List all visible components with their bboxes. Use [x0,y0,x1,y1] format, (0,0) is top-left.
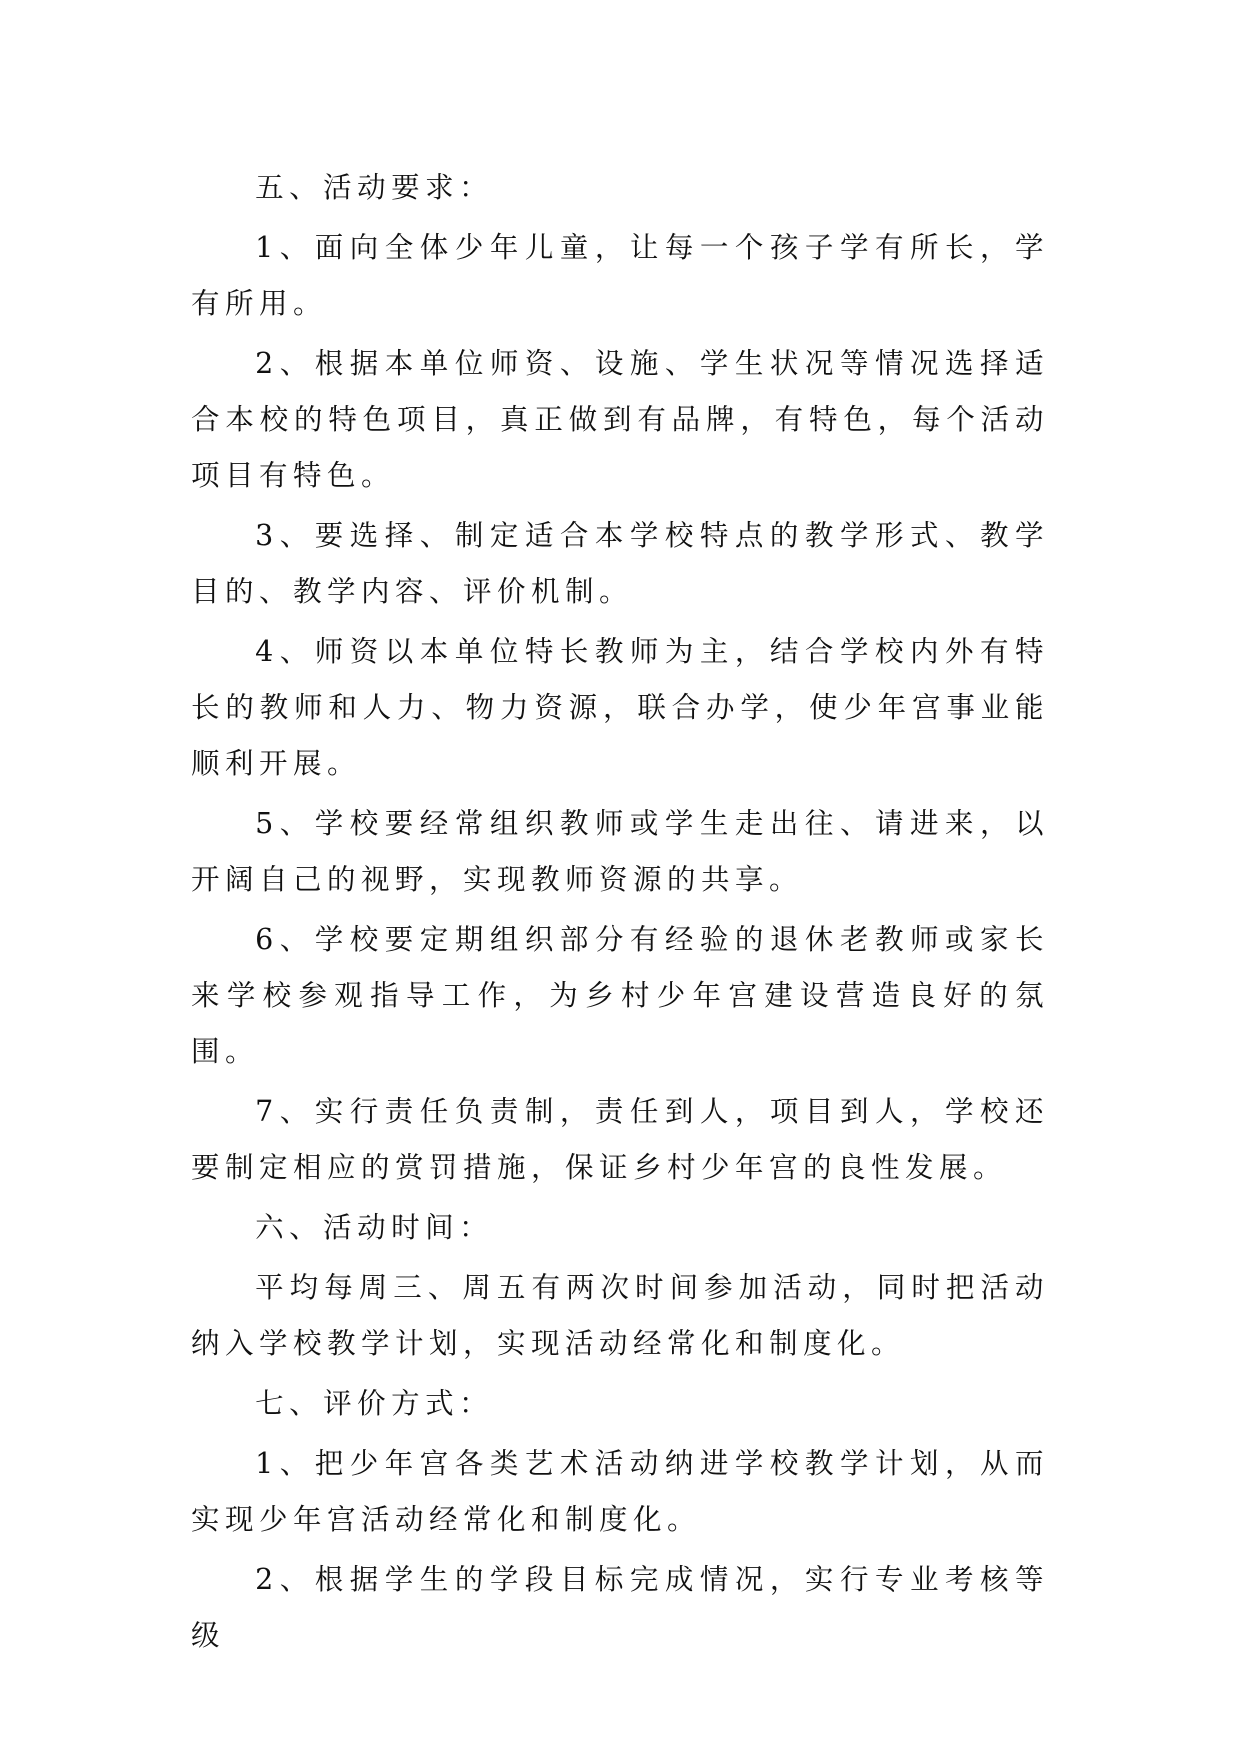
requirement-item-4: 4、师资以本单位特长教师为主，结合学校内外有特长的教师和人力、物力资源，联合办学，使少年宫事业能顺利开展。 [191,635,1049,780]
requirement-item-5: 5、学校要经常组织教师或学生走出往、请进来，以开阔自己的视野，实现教师资源的共享。 [191,807,1049,896]
document-page [191,160,1049,1668]
requirement-item-1: 1、面向全体少年儿童，让每一个孩子学有所长，学有所用。 [191,231,1049,320]
time-description: 平均每周三、周五有两次时间参加活动，同时把活动纳入学校教学计划，实现活动经常化和制度化。 [191,1271,1049,1360]
section-heading-evaluation: 七、评价方式： [255,1387,494,1420]
requirement-item-3: 3、要选择、制定适合本学校特点的教学形式、教学目的、教学内容、评价机制。 [191,519,1049,608]
requirement-item-2: 2、根据本单位师资、设施、学生状况等情况选择适合本校的特色项目，真正做到有品牌，有特色，每个活动项目有特色。 [191,347,1049,492]
evaluation-item-2: 2、根据学生的学段目标完成情况，实行专业考核等级 [191,1563,1049,1652]
section-heading-time: 六、活动时间： [255,1211,494,1244]
section-heading-requirements: 五、活动要求： [255,171,494,204]
evaluation-item-1: 1、把少年宫各类艺术活动纳进学校教学计划，从而实现少年宫活动经常化和制度化。 [191,1447,1049,1536]
requirement-item-6: 6、学校要定期组织部分有经验的退休老教师或家长来学校参观指导工作，为乡村少年宫建设营造良好的氛围。 [191,923,1049,1068]
requirement-item-7: 7、实行责任负责制，责任到人，项目到人，学校还要制定相应的赏罚措施，保证乡村少年宫的良性发展。 [191,1095,1049,1184]
